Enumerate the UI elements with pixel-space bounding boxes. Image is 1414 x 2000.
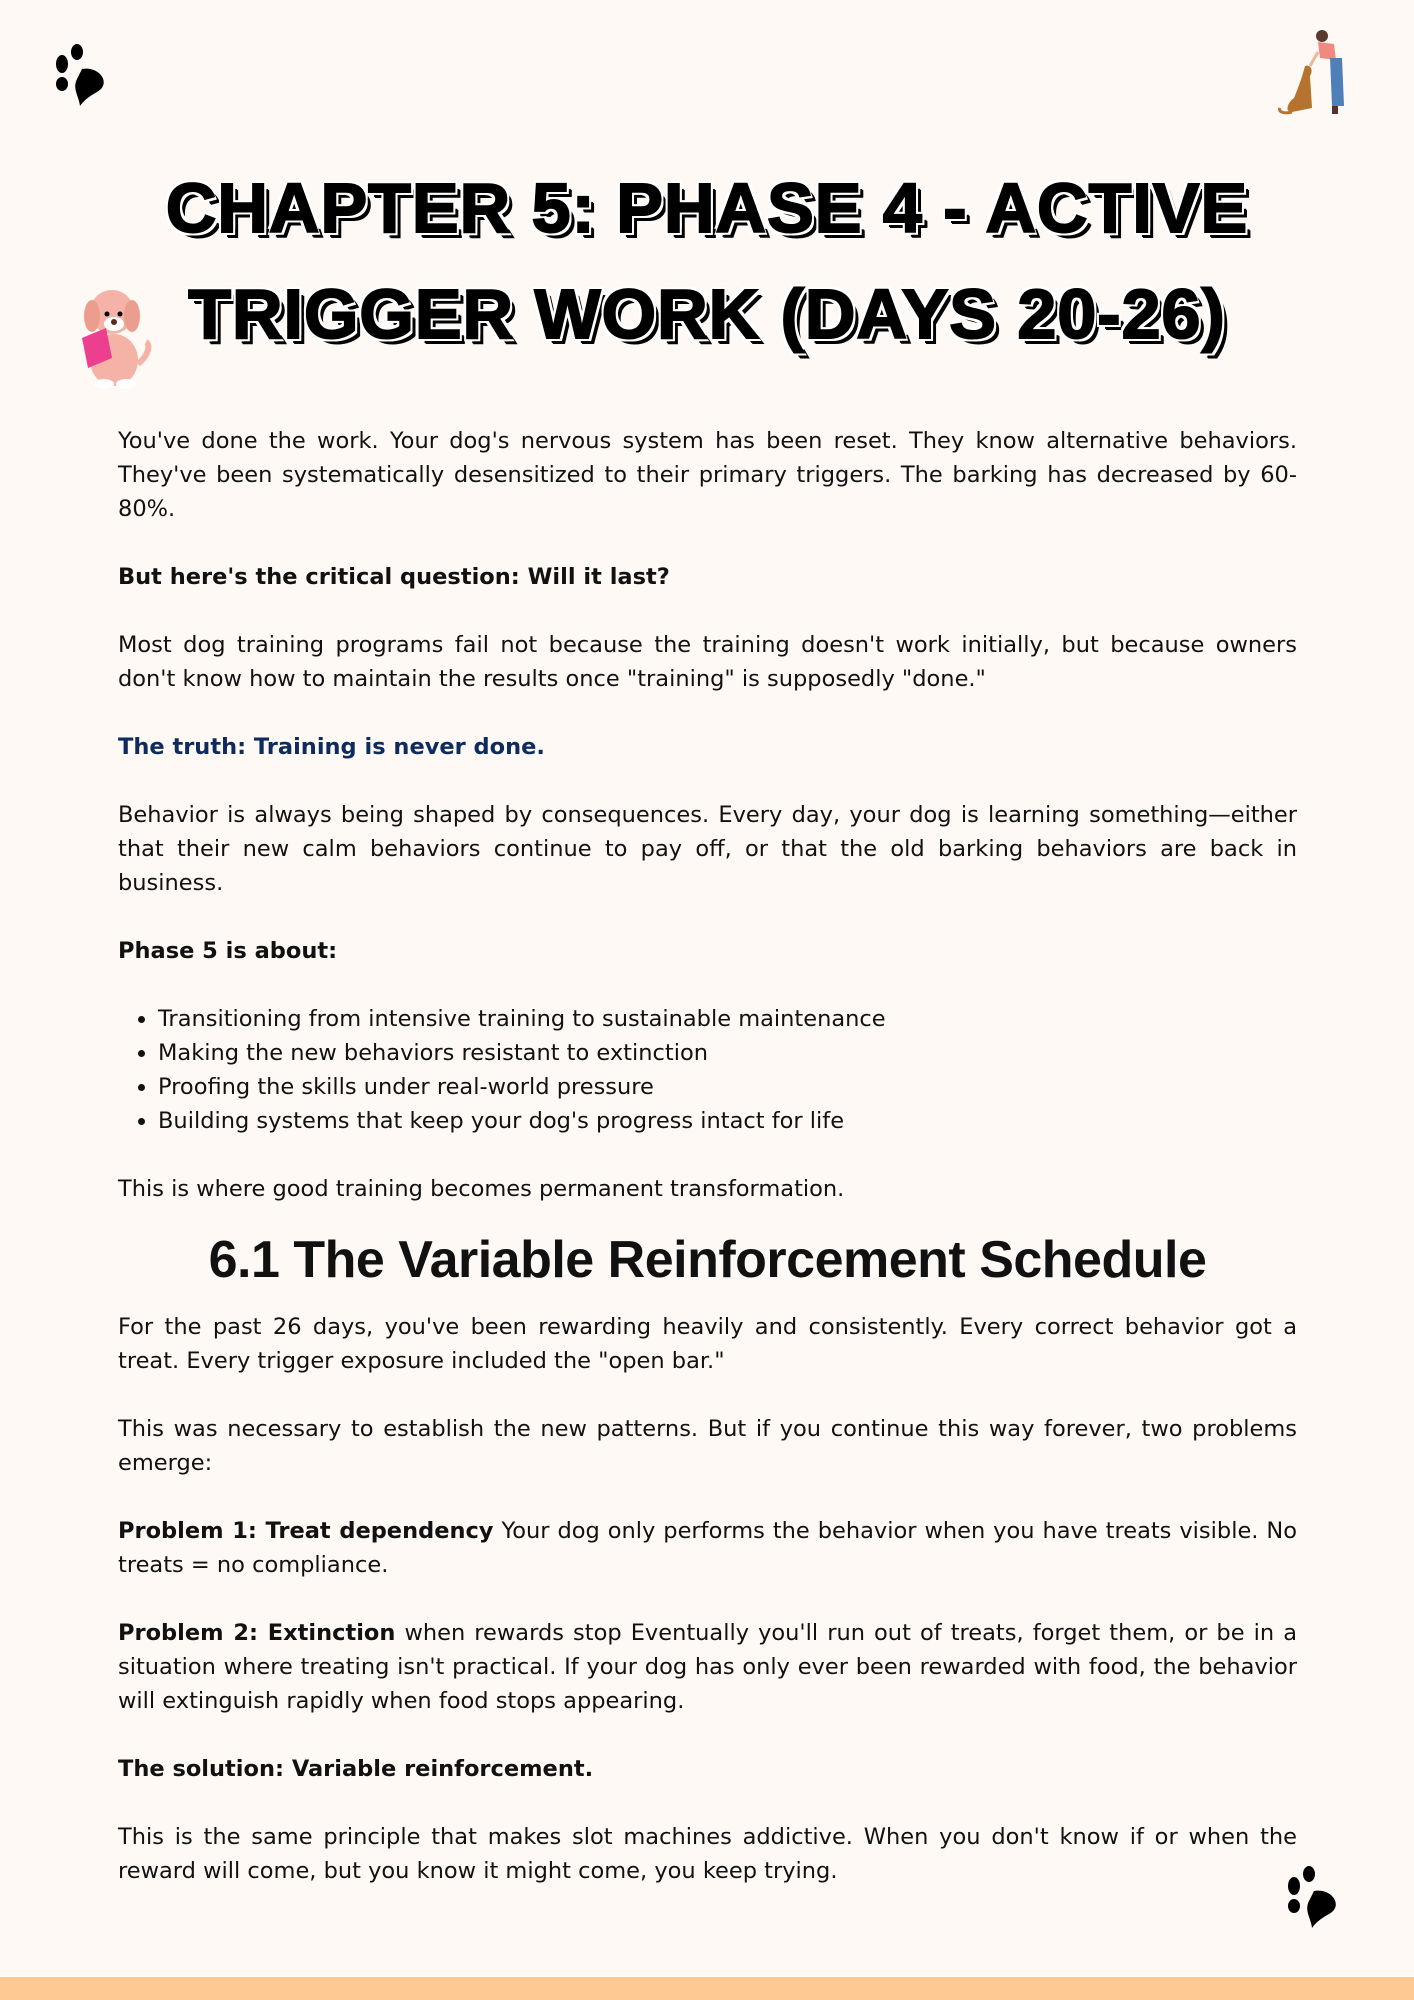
chapter-title: CHAPTER 5: PHASE 4 - ACTIVE TRIGGER WORK (DAYS 20-26)	[165, 168, 1249, 353]
list-item: • Transitioning from intensive training to sustainable maintenance	[158, 1002, 1297, 1036]
critical-question-text: But here's the critical question: Will it last?	[118, 564, 670, 590]
problem-2	[118, 1616, 1297, 1718]
paw-print-icon	[1284, 1866, 1346, 1928]
page-content	[118, 424, 1297, 1922]
list-item: • Proofing the skills under real-world pressure	[158, 1070, 1297, 1104]
solution-text: The solution: Variable reinforcement.	[118, 1756, 594, 1782]
list-item: • Building systems that keep your dog's progress intact for life	[158, 1104, 1297, 1138]
section-paragraph-3: This is the same principle that makes slot machines addictive. When you don't know if or when the reward will come, but you know it might come, you keep trying.	[118, 1824, 1297, 1884]
phase5-bullet-list	[118, 1002, 1297, 1138]
problem-2-label: Problem 2: Extinction	[118, 1620, 396, 1646]
paw-print-icon	[52, 44, 114, 106]
intro-conclusion: This is where good training becomes permanent transformation.	[118, 1176, 845, 1202]
phase5-label	[118, 934, 1297, 968]
section-heading: 6.1 The Variable Reinforcement Schedule	[208, 1231, 1207, 1289]
intro-paragraph-3: Behavior is always being shaped by consequences. Every day, your dog is learning something—either that their new calm behaviors continue to pay off, or that the old barking behaviors are back in business.	[118, 802, 1297, 896]
solution-statement	[118, 1752, 1297, 1786]
footer-band	[0, 1977, 1414, 2000]
section-paragraph-1: For the past 26 days, you've been rewarding heavily and consistently. Every correct behavior got a treat. Every trigger exposure included the "open bar."	[118, 1314, 1297, 1374]
problem-1	[118, 1514, 1297, 1582]
problem-2-text: when rewards stop Eventually you'll run out of treats, forget them, or be in a situation where treating isn't practical. If your dog has only ever been rewarded with food, the behavior will extinguish rapidly when food stops appearing.	[118, 1620, 1297, 1714]
phase5-label-text: Phase 5 is about:	[118, 938, 338, 964]
truth-statement: The truth: Training is never done.	[118, 734, 545, 760]
problem-1-label: Problem 1: Treat dependency	[118, 1518, 494, 1544]
section-paragraph-2: This was necessary to establish the new patterns. But if you continue this way forever, two problems emerge:	[118, 1416, 1297, 1476]
list-item: • Making the new behaviors resistant to extinction	[158, 1036, 1297, 1070]
woman-petting-dog-illustration	[1270, 28, 1365, 118]
intro-paragraph-1: You've done the work. Your dog's nervous system has been reset. They know alternative behaviors. They've been systematically desensitized to their primary triggers. The barking has decreased by 60-80%.	[118, 428, 1297, 522]
critical-question	[118, 560, 1297, 594]
intro-paragraph-2: Most dog training programs fail not because the training doesn't work initially, but because owners don't know how to maintain the results once "training" is supposedly "done."	[118, 632, 1297, 692]
problem-1-text: Your dog only performs the behavior when you have treats visible. No treats = no compliance.	[118, 1518, 1297, 1578]
